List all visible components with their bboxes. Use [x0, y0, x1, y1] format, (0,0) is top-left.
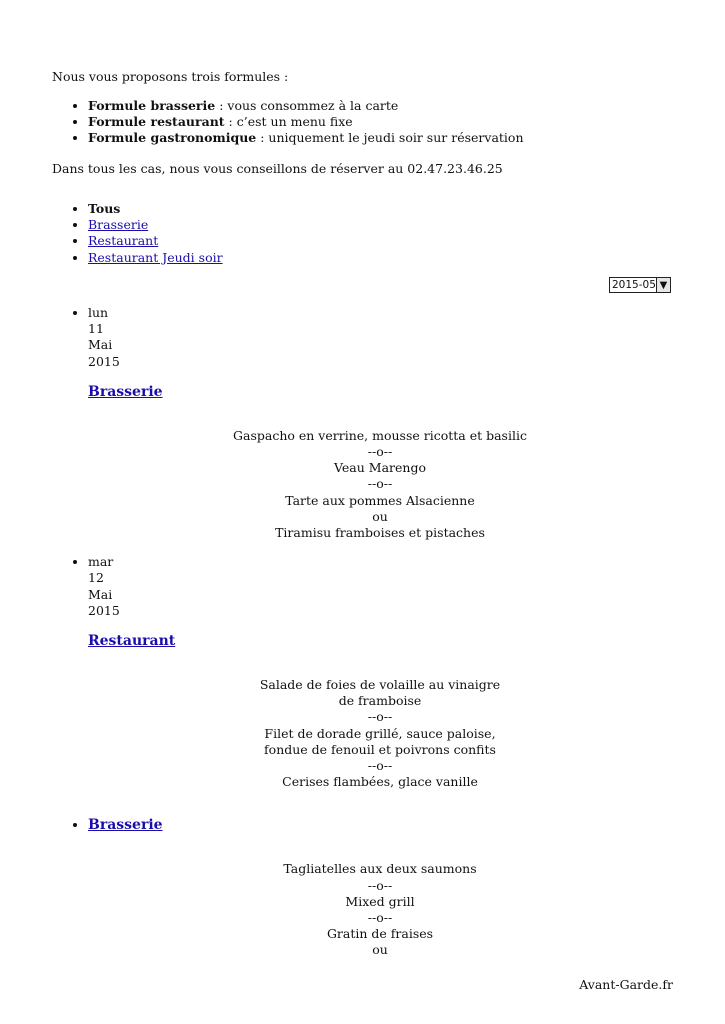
menu-line: Veau Marengo — [334, 460, 426, 476]
reservation-advice: Dans tous les cas, nous vous conseillons de réserver au 02.47.23.46.25 — [52, 161, 503, 176]
event-day: • lun — [88, 305, 109, 320]
chevron-down-icon[interactable]: ▼ — [656, 278, 670, 292]
menu-line: Tarte aux pommes Alsacienne — [285, 492, 475, 508]
menu-line: ou — [372, 942, 388, 958]
event-year: 2015 — [88, 353, 120, 369]
filter-restaurant-jeudi — [88, 250, 223, 266]
menu-line: fondue de fenouil et poivrons confits — [264, 741, 496, 757]
menu-line: Gaspacho en verrine, mousse ricotta et basilic — [233, 427, 527, 443]
menu-line: --o-- — [367, 758, 393, 774]
formula-list — [52, 98, 708, 147]
event-title — [88, 383, 708, 401]
footer-brand: Avant-Garde.fr — [579, 977, 673, 992]
menu-line: --o-- — [367, 910, 393, 926]
menu-line: --o-- — [367, 476, 393, 492]
event-day: • mar — [88, 554, 114, 570]
menu-line: --o-- — [367, 709, 393, 725]
month-select-value: 2015-05 — [612, 279, 656, 291]
event-title-link[interactable]: Brasserie — [88, 383, 163, 400]
menu-line: Cerises flambées, glace vanille — [282, 774, 478, 790]
event-date: 11 — [88, 321, 104, 337]
menu-line: Tiramisu framboises et pistaches — [275, 525, 485, 541]
event-title — [88, 816, 708, 834]
event-list — [52, 305, 708, 959]
formula-item-brasserie — [88, 98, 708, 114]
intro-text: Nous vous proposons trois formules : — [52, 69, 289, 84]
menu-line: Mixed grill — [345, 893, 415, 909]
menu-line: de framboise — [338, 693, 422, 709]
formula-desc: : uniquement le jeudi soir sur réservation — [256, 130, 524, 146]
formula-item-gastronomique — [88, 130, 708, 146]
event-item — [88, 305, 708, 541]
event-menu — [52, 428, 708, 541]
event-year: 2015 — [88, 602, 120, 618]
event-date: 12 — [88, 570, 104, 586]
menu-line: --o-- — [367, 444, 393, 460]
formula-item-restaurant — [88, 114, 708, 130]
menu-line: Salade de foies de volaille au vinaigre — [259, 677, 501, 693]
event-item — [88, 816, 708, 958]
month-select[interactable] — [609, 277, 671, 293]
event-title-link[interactable]: Brasserie — [88, 817, 163, 834]
event-title-link[interactable]: Restaurant — [88, 633, 176, 650]
formula-name: Formule gastronomique — [88, 130, 257, 146]
menu-line: Filet de dorade grillé, sauce paloise, — [264, 725, 496, 741]
event-month: Mai — [88, 586, 113, 602]
formula-name: Formule brasserie — [88, 98, 216, 113]
formula-desc: : vous consommez à la carte — [215, 98, 399, 113]
filter-restaurant-link[interactable]: Restaurant — [88, 233, 159, 249]
event-menu — [52, 861, 708, 958]
filter-all[interactable]: • Tous — [88, 201, 223, 217]
menu-line: ou — [372, 508, 388, 524]
formula-desc: : c’est un menu fixe — [224, 114, 353, 130]
filter-brasserie-link[interactable]: Brasserie — [88, 217, 149, 233]
menu-line: Gratin de fraises — [326, 926, 434, 942]
filter-restaurant-jeudi-link[interactable]: Restaurant Jeudi soir — [88, 249, 223, 265]
event-item — [88, 554, 708, 790]
menu-line: --o-- — [367, 877, 393, 893]
formula-name: Formule restaurant — [88, 114, 225, 130]
event-menu — [52, 677, 708, 790]
menu-line: Tagliatelles aux deux saumons — [283, 861, 477, 877]
event-title — [88, 632, 708, 650]
filter-restaurant — [88, 233, 223, 249]
category-filter-list — [52, 201, 223, 266]
event-month: Mai — [88, 337, 113, 353]
filter-brasserie — [88, 217, 223, 233]
